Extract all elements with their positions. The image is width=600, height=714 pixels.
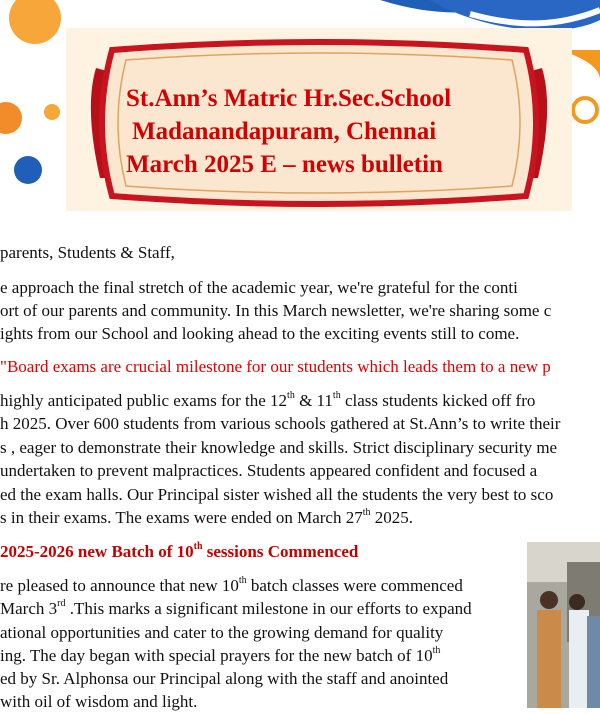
orange-ring-shape — [573, 98, 597, 122]
batch-line-1 — [0, 574, 463, 598]
superscript: th — [432, 645, 441, 657]
superscript: th — [287, 390, 295, 402]
heading-text: sessions Commenced — [202, 542, 359, 561]
intro-line-1: e approach the final stretch of the academic year, we're grateful for the conti — [0, 278, 518, 297]
batch-line-3: ational opportunities and cater to the growing demand for quality — [0, 623, 444, 642]
orange-dot-shape — [0, 102, 22, 134]
batch-text: ing. The day began with special prayers for the new batch of 10 — [0, 646, 433, 665]
exams-text: s in their exams. The exams were ended on March 27 — [0, 508, 363, 527]
exams-text: 2025. — [370, 508, 413, 527]
exams-line-5: ed the exam halls. Our Principal sister wished all the students the very best to sco — [0, 485, 554, 504]
school-name: St.Ann’s Matric Hr.Sec.School — [126, 85, 452, 112]
exams-line-1 — [0, 389, 535, 413]
superscript: rd — [57, 598, 66, 610]
batch-heading — [0, 540, 358, 564]
superscript: th — [332, 390, 341, 402]
exams-line-2: h 2025. Over 600 students from various schools gathered at St.Ann’s to write their — [0, 414, 561, 433]
superscript: th — [362, 507, 371, 519]
bulletin-title: March 2025 E – news bulletin — [126, 151, 443, 178]
school-location: Madanandapuram, Chennai — [132, 118, 437, 145]
greeting: parents, Students & Staff, — [0, 243, 175, 262]
event-photo — [527, 542, 600, 708]
exams-line-4: undertaken to prevent malpractices. Students appeared confident and focused a — [0, 461, 538, 480]
superscript: th — [238, 575, 247, 587]
batch-line-5: ed by Sr. Alphonsa our Principal along with the staff and anointed — [0, 669, 449, 688]
blue-dot-shape — [14, 156, 42, 184]
batch-line-2 — [0, 597, 472, 621]
exams-line-3: s , eager to demonstrate their knowledge and skills. Strict disciplinary security me — [0, 438, 558, 457]
orange-circle-shape — [9, 0, 61, 44]
batch-line-4 — [0, 644, 440, 668]
batch-text: March 3 — [0, 599, 58, 618]
batch-text: re pleased to announce that new 10 — [0, 576, 239, 595]
intro-line-2: ort of our parents and community. In this March newsletter, we're sharing some c — [0, 301, 552, 320]
photo-illustration — [527, 542, 600, 708]
heading-text: 2025-2026 new Batch of 10 — [0, 542, 194, 561]
school-title — [126, 82, 546, 181]
exams-line-6 — [0, 506, 413, 530]
batch-line-6: with oil of wisdom and light. — [0, 692, 198, 711]
small-orange-dot-shape — [44, 104, 60, 120]
exams-text: & 11 — [294, 391, 333, 410]
batch-text: .This marks a significant milestone in our efforts to expand — [65, 599, 472, 618]
board-exam-quote: "Board exams are crucial milestone for our students which leads them to a new p — [0, 357, 551, 376]
superscript: th — [193, 541, 203, 553]
exams-text: class students kicked off fro — [340, 391, 536, 410]
exams-text: highly anticipated public exams for the 12 — [0, 391, 288, 410]
batch-text: batch classes were commenced — [246, 576, 463, 595]
intro-line-3: ights from our School and looking ahead to the exciting events still to come. — [0, 324, 520, 343]
